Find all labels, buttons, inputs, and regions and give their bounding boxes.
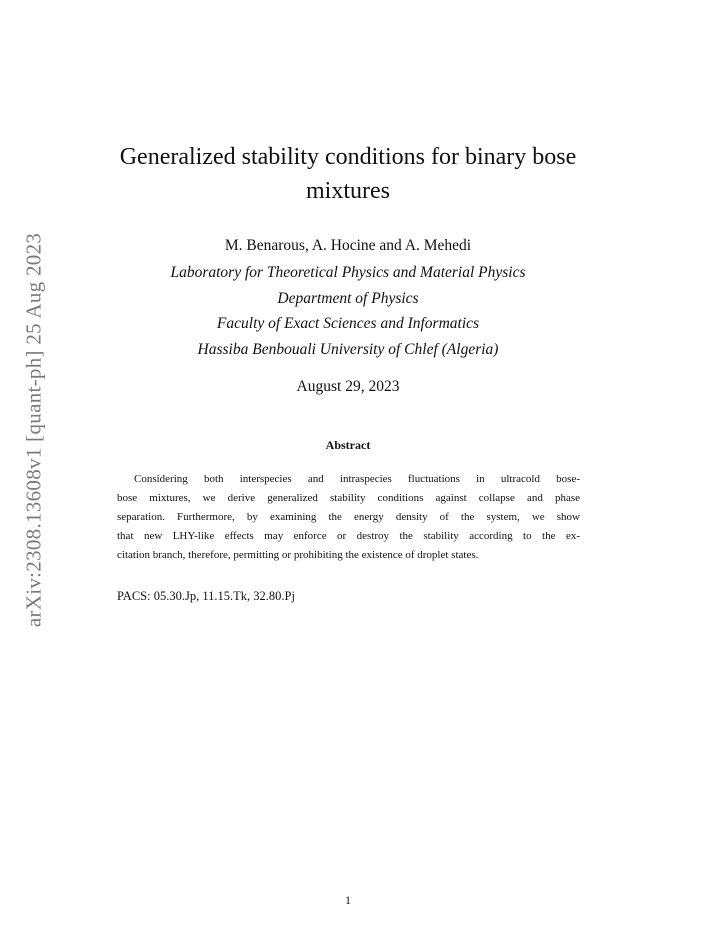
affiliation-line-university: Hassiba Benbouali University of Chlef (Algeria) [197, 340, 499, 358]
paper-date: August 29, 2023 [296, 378, 400, 395]
abstract-line: Considering both interspecies and intraspecies fluctuations in ultracold bose- [134, 473, 580, 485]
affiliation-line-department: Department of Physics [277, 289, 419, 307]
abstract-line: citation branch, therefore, permitting or prohibiting the existence of droplet states. [117, 549, 479, 561]
abstract-line: separation. Furthermore, by examining the energy density of the system, we show [117, 511, 580, 523]
affiliation-block [110, 260, 586, 362]
title-line-2: mixtures [306, 178, 390, 204]
affiliation-line-lab: Laboratory for Theoretical Physics and Material Physics [170, 264, 526, 281]
abstract-heading: Abstract [325, 438, 371, 452]
pacs-codes: PACS: 05.30.Jp, 11.15.Tk, 32.80.Pj [117, 589, 295, 603]
page-number: 1 [345, 893, 351, 907]
paper-title [110, 140, 586, 208]
abstract-text [117, 470, 580, 565]
abstract-line: that new LHY-like effects may enforce or destroy the stability according to the ex- [117, 530, 580, 542]
arxiv-identifier: arXiv:2308.13608v1 [quant-ph] 25 Aug 2023 [21, 232, 46, 628]
author-list: M. Benarous, A. Hocine and A. Mehedi [224, 237, 472, 254]
title-line-1: Generalized stability conditions for binary bose [119, 144, 577, 170]
affiliation-line-faculty: Faculty of Exact Sciences and Informatics [216, 315, 480, 332]
abstract-line: bose mixtures, we derive generalized stability conditions against collapse and phase [117, 492, 580, 504]
